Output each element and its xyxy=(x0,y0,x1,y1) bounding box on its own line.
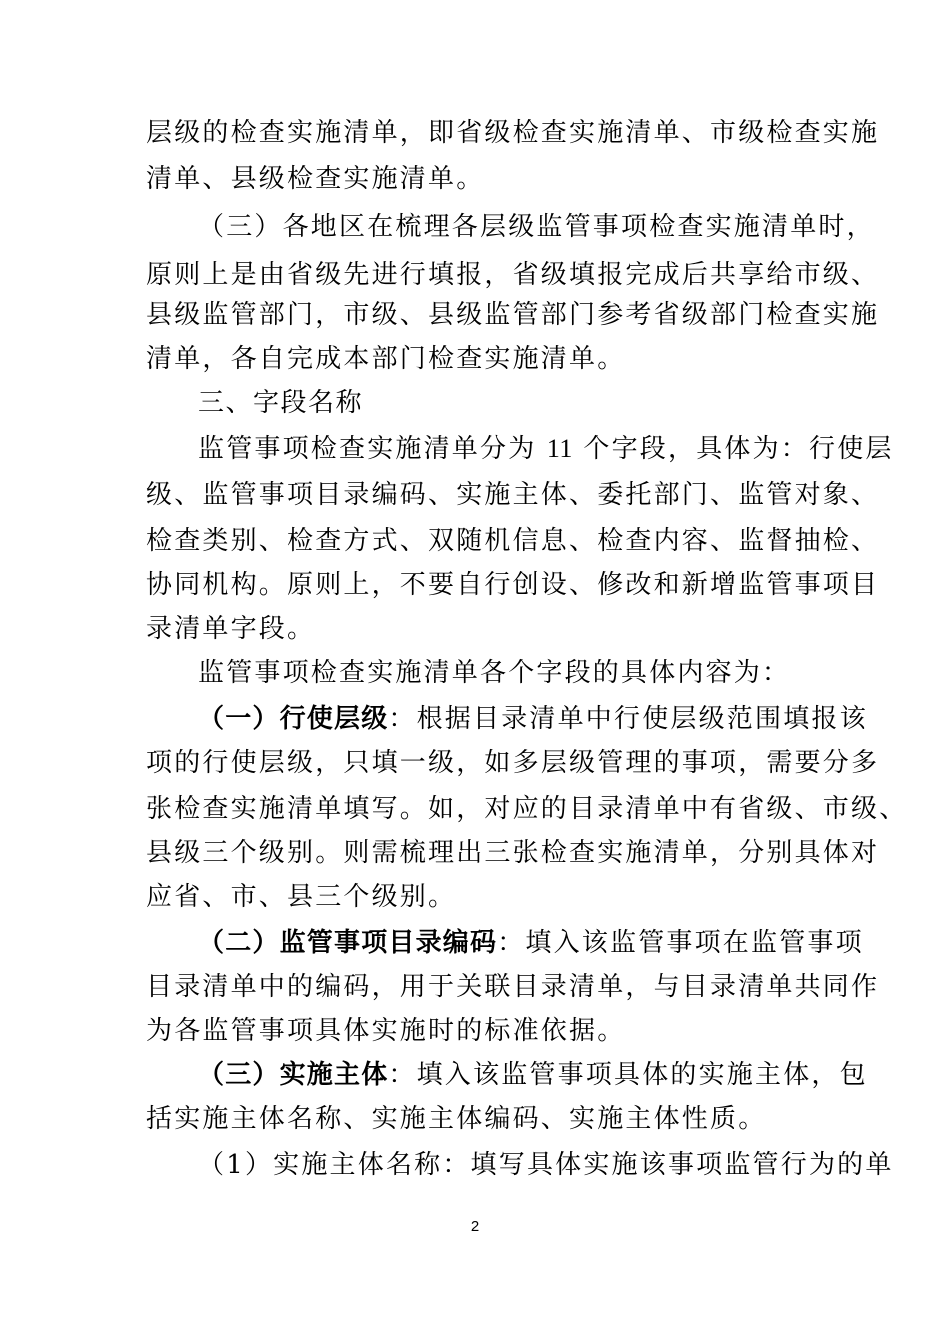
paragraph-line: 为各监管事项具体实施时的标准依据。 xyxy=(146,1016,626,1046)
item-1-label: （一）行使层级 xyxy=(198,704,389,734)
item-2-label: （二）监管事项目录编码 xyxy=(198,928,498,958)
paragraph-line: 监管事项检查实施清单各个字段的具体内容为： xyxy=(198,658,791,688)
paragraph-line: 录清单字段。 xyxy=(146,614,316,644)
paragraph-line: 应省、市、县三个级别。 xyxy=(146,882,457,912)
paragraph-line: 协同机构。原则上，不要自行创设、修改和新增监管事项目 xyxy=(146,570,880,600)
section-heading: 三、字段名称 xyxy=(198,388,364,418)
sub-item-1-line: （1）实施主体名称：填写具体实施该事项监管行为的单 xyxy=(198,1150,894,1180)
paragraph-line: 级、监管事项目录编码、实施主体、委托部门、监管对象、 xyxy=(146,480,880,510)
paragraph-line: 检查类别、检查方式、双随机信息、检查内容、监督抽检、 xyxy=(146,526,880,556)
item-3-text: ：填入该监管事项具体的实施主体，包 xyxy=(388,1060,868,1090)
item-2-first-line xyxy=(198,926,864,960)
field-count: 11 xyxy=(546,434,573,463)
paragraph-line: 括实施主体名称、实施主体编码、实施主体性质。 xyxy=(146,1104,767,1134)
paragraph-line: 清单，各自完成本部门检查实施清单。 xyxy=(146,344,626,374)
item-1-first-line xyxy=(198,702,868,736)
fields-intro-after: 个字段，具体为：行使层 xyxy=(583,434,894,464)
paragraph-line: 清单、县级检查实施清单。 xyxy=(146,164,485,194)
paragraph-line: 目录清单中的编码，用于关联目录清单，与目录清单共同作 xyxy=(146,972,880,1002)
item-2-text: ：填入该监管事项在监管事项 xyxy=(497,928,864,958)
item-3-first-line xyxy=(198,1058,868,1092)
paragraph-line: （三）各地区在梳理各层级监管事项检查实施清单时， xyxy=(198,212,875,242)
paragraph-line: 项的行使层级，只填一级，如多层级管理的事项，需要分多 xyxy=(146,748,880,778)
fields-intro-line xyxy=(198,432,894,466)
paragraph-line: 县级三个级别。则需梳理出三张检查实施清单，分别具体对 xyxy=(146,838,880,868)
paragraph-line: 张检查实施清单填写。如，对应的目录清单中有省级、市级、 xyxy=(146,794,908,824)
page-number: 2 xyxy=(470,1218,480,1235)
paragraph-line: 原则上是由省级先进行填报，省级填报完成后共享给市级、 xyxy=(146,260,880,290)
paragraph-line: 层级的检查实施清单，即省级检查实施清单、市级检查实施 xyxy=(146,118,880,148)
item-1-text: ：根据目录清单中行使层级范围填报该 xyxy=(388,704,868,734)
paragraph-line: 县级监管部门，市级、县级监管部门参考省级部门检查实施 xyxy=(146,300,880,330)
item-3-label: （三）实施主体 xyxy=(198,1060,389,1090)
fields-intro-before: 监管事项检查实施清单分为 xyxy=(198,434,537,464)
